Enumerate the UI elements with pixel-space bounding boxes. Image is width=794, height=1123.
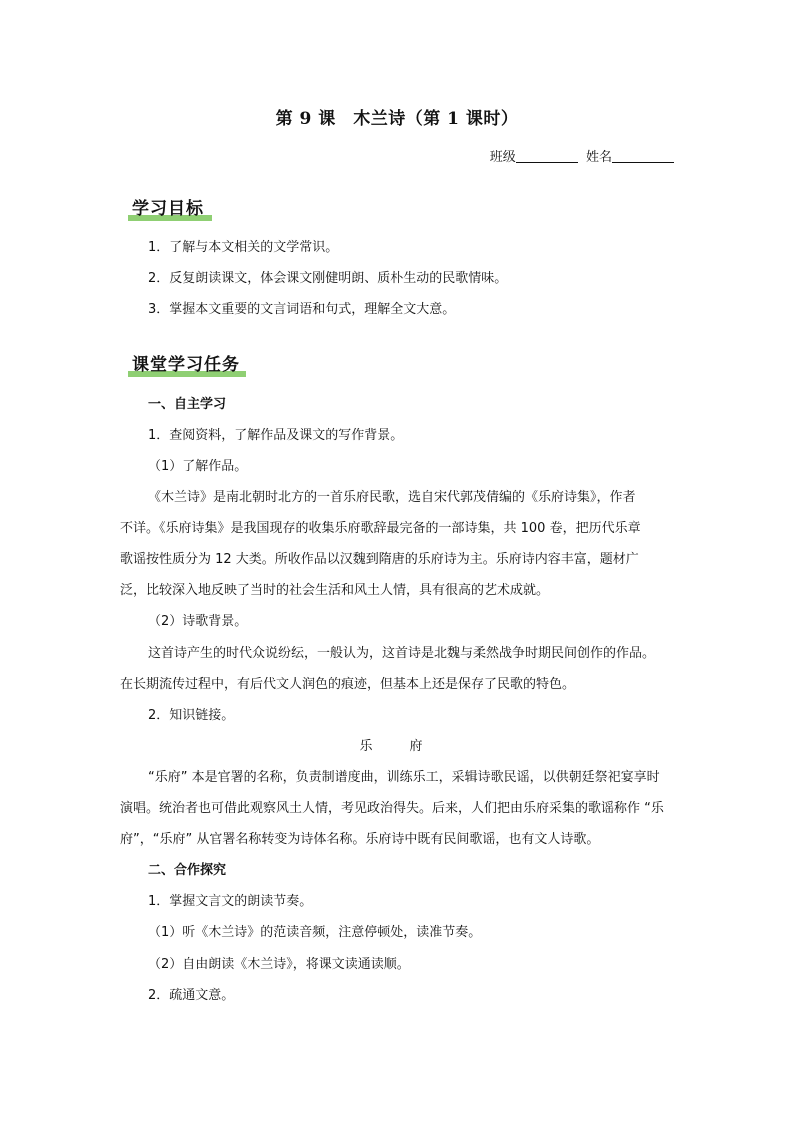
part1-sub2: （2）诗歌背景。 (148, 614, 248, 629)
name-blank (612, 148, 674, 163)
student-info-line (490, 146, 674, 165)
objectives-heading (128, 194, 204, 218)
part1-item2: 2．知识链接。 (148, 708, 235, 723)
objective-item: 1．了解与本文相关的文学常识。 (148, 240, 339, 255)
class-label: 班级 (489, 150, 516, 165)
class-blank (516, 148, 578, 163)
part2-sub1: （1）听《木兰诗》的范读音频，注意停顿处，读准节奏。 (148, 925, 482, 940)
part2-sub2: （2）自由朗读《木兰诗》，将课文读通读顺。 (148, 957, 410, 972)
paragraph-line: 府”，“乐府” 从官署名称转变为诗体名称。乐府诗中既有民间歌谣，也有文人诗歌。 (120, 832, 600, 847)
paragraph-line: 《木兰诗》是南北朝时北方的一首乐府民歌，选自宋代郭茂倩编的《乐府诗集》，作者 (148, 490, 636, 505)
knowledge-box-title: 乐 府 (359, 739, 435, 754)
tasks-heading (128, 350, 240, 374)
paragraph-line: 歌谣按性质分为 12 大类。所收作品以汉魏到隋唐的乐府诗为主。乐府诗内容丰富，题材广 (120, 552, 639, 567)
paragraph-line: “乐府” 本是官署的名称，负责制谱度曲，训练乐工，采辑诗歌民谣，以供朝廷祭祀宴享时 (148, 770, 660, 785)
objective-item: 2．反复朗读课文，体会课文刚健明朗、质朴生动的民歌情味。 (148, 271, 508, 286)
paragraph-line: 这首诗产生的时代众说纷纭，一般认为，这首诗是北魏与柔然战争时期民间创作的作品。 (148, 646, 656, 661)
paragraph-line: 不详。《乐府诗集》是我国现存的收集乐府歌辞最完备的一部诗集，共 100 卷，把历代乐章 (120, 521, 641, 536)
paragraph-line: 在长期流传过程中，有后代文人润色的痕迹，但基本上还是保存了民歌的特色。 (120, 677, 576, 692)
part2-heading: 二、合作探究 (148, 863, 227, 878)
page-title: 第 9 课 木兰诗（第 1 课时） (275, 109, 519, 129)
paragraph-line: 泛，比较深入地反映了当时的社会生活和风土人情，具有很高的艺术成就。 (120, 583, 550, 598)
part1-heading: 一、自主学习 (148, 397, 227, 412)
objectives-heading-text: 学习目标 (132, 199, 204, 219)
part2-item1: 1．掌握文言文的朗读节奏。 (148, 894, 313, 909)
part1-item1: 1．查阅资料，了解作品及课文的写作背景。 (148, 428, 404, 443)
objective-item: 3．掌握本文重要的文言词语和句式，理解全文大意。 (148, 302, 456, 317)
tasks-heading-text: 课堂学习任务 (132, 355, 240, 375)
name-label: 姓名 (585, 150, 612, 165)
part2-item2: 2．疏通文意。 (148, 988, 235, 1003)
paragraph-line: 演唱。统治者也可借此观察风土人情，考见政治得失。后来，人们把由乐府采集的歌谣称作 “乐 (120, 801, 664, 816)
part1-sub1: （1）了解作品。 (148, 459, 248, 474)
